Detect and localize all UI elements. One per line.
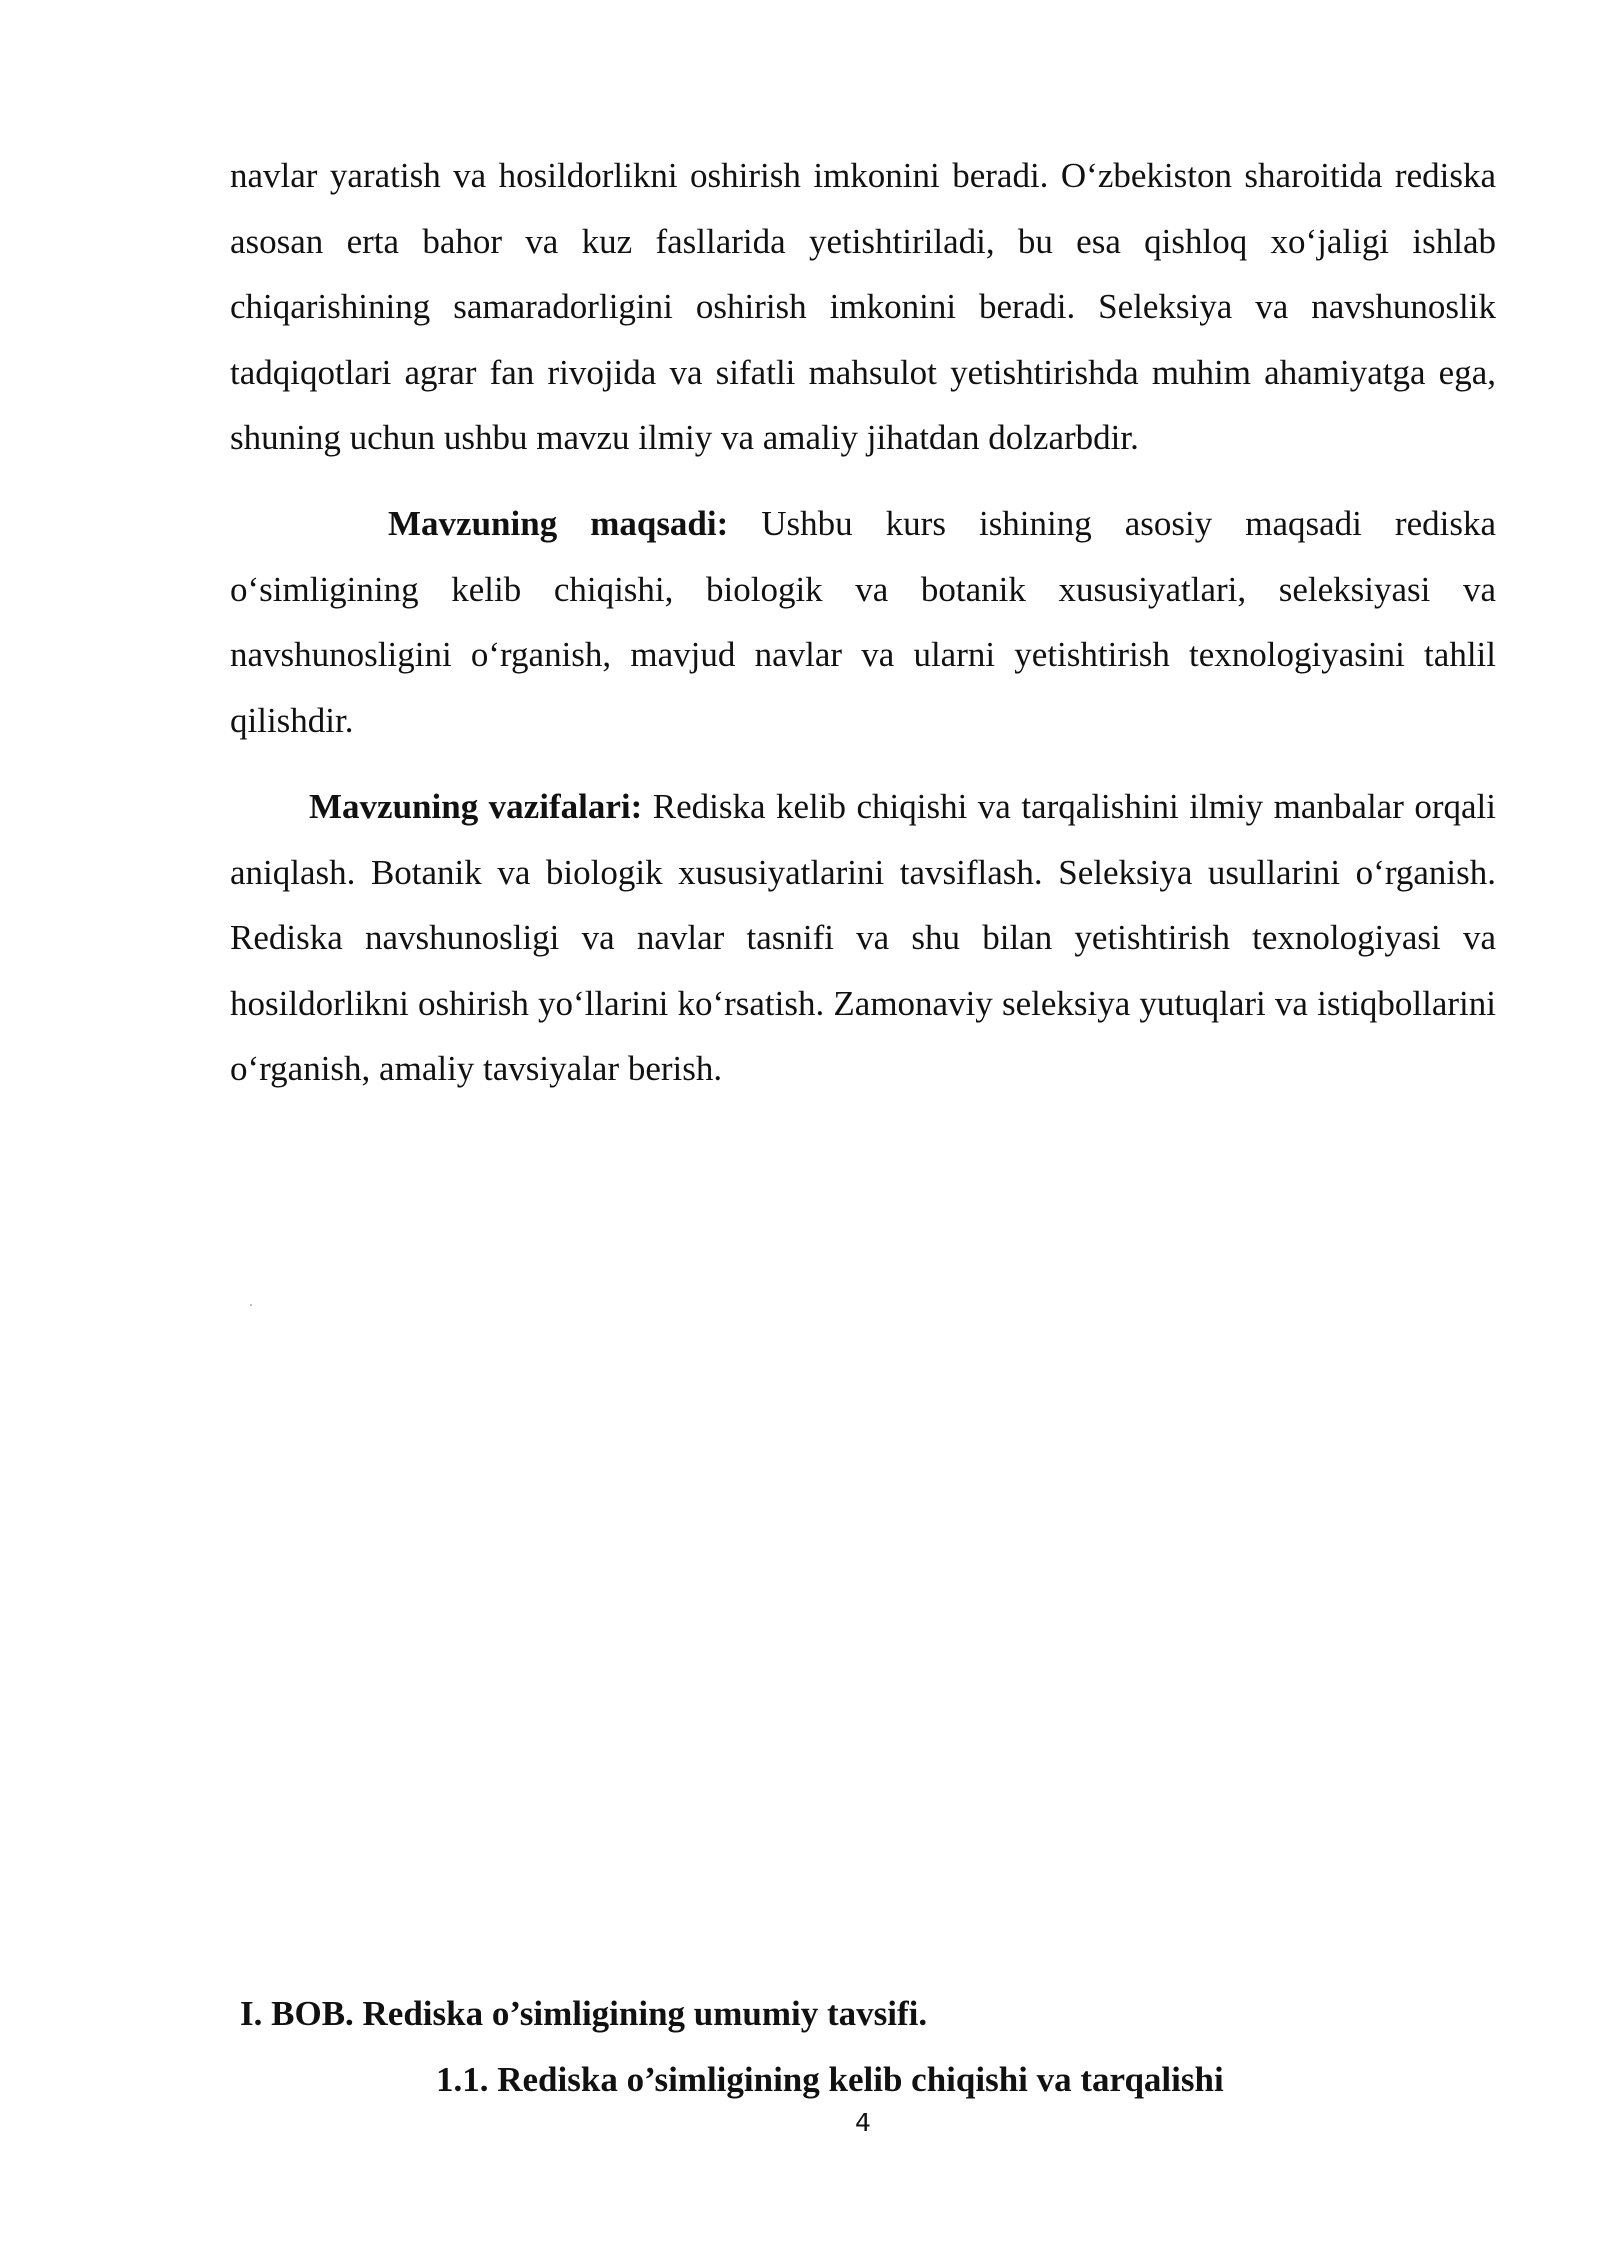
paragraph-tasks — [230, 774, 1496, 1102]
paragraph-lead-tasks: Mavzuning vazifalari: — [309, 787, 643, 826]
section-heading: 1.1. Rediska o’simligining kelib chiqishi va tarqalishi — [436, 2060, 1224, 2099]
paragraph-text: navlar yaratish va hosildorlikni oshirish imkonini beradi. O‘zbekiston sharoitida rediska asosan erta bahor va kuz fasllarida yetishtiriladi, bu esa qishloq xo‘jaligi ishlab chiqarishining samaradorligini oshirish imkonini beradi. Seleksiya va navshunoslik tadqiqotlari agrar fan rivojida va sifatli mahsulot yetishtirishda muhim ahamiyatga ega, shuning uchun ushbu mavzu ilmiy va amaliy jihatdan dolzarbdir. — [230, 156, 1496, 457]
paragraph-text: Ushbu kurs ishining asosiy maqsadi rediska o‘simligining kelib chiqishi, biologik va botanik xususiyatlari, seleksiyasi va navshunosligini o‘rganish, mavjud navlar va ularni yetishtirish texnologiyasini tahlil qilishdir. — [230, 504, 1496, 740]
paragraph-lead-goal: Mavzuning maqsadi: — [388, 504, 729, 543]
paragraph-text: Rediska kelib chiqishi va tarqalishini ilmiy manbalar orqali aniqlash. Botanik va biologik xususiyatlarini tavsiflash. Seleksiya usullarini o‘rganish. Rediska navshunosligi va navlar tasnifi va shu bilan yetishtirish texnologiyasi va hosildorlikni oshirish yo‘llarini ko‘rsatish. Zamonaviy seleksiya yutuqlari va istiqbollarini o‘rganish, amaliy tavsiyalar berish. — [230, 787, 1497, 1088]
page-number: 4 — [855, 2108, 871, 2137]
paragraph-introduction — [230, 143, 1496, 471]
chapter-heading: I. BOB. Rediska o’simligining umumiy tavsifi. — [240, 1994, 928, 2033]
stray-mark — [250, 1304, 252, 1306]
paragraph-goal — [230, 491, 1496, 753]
